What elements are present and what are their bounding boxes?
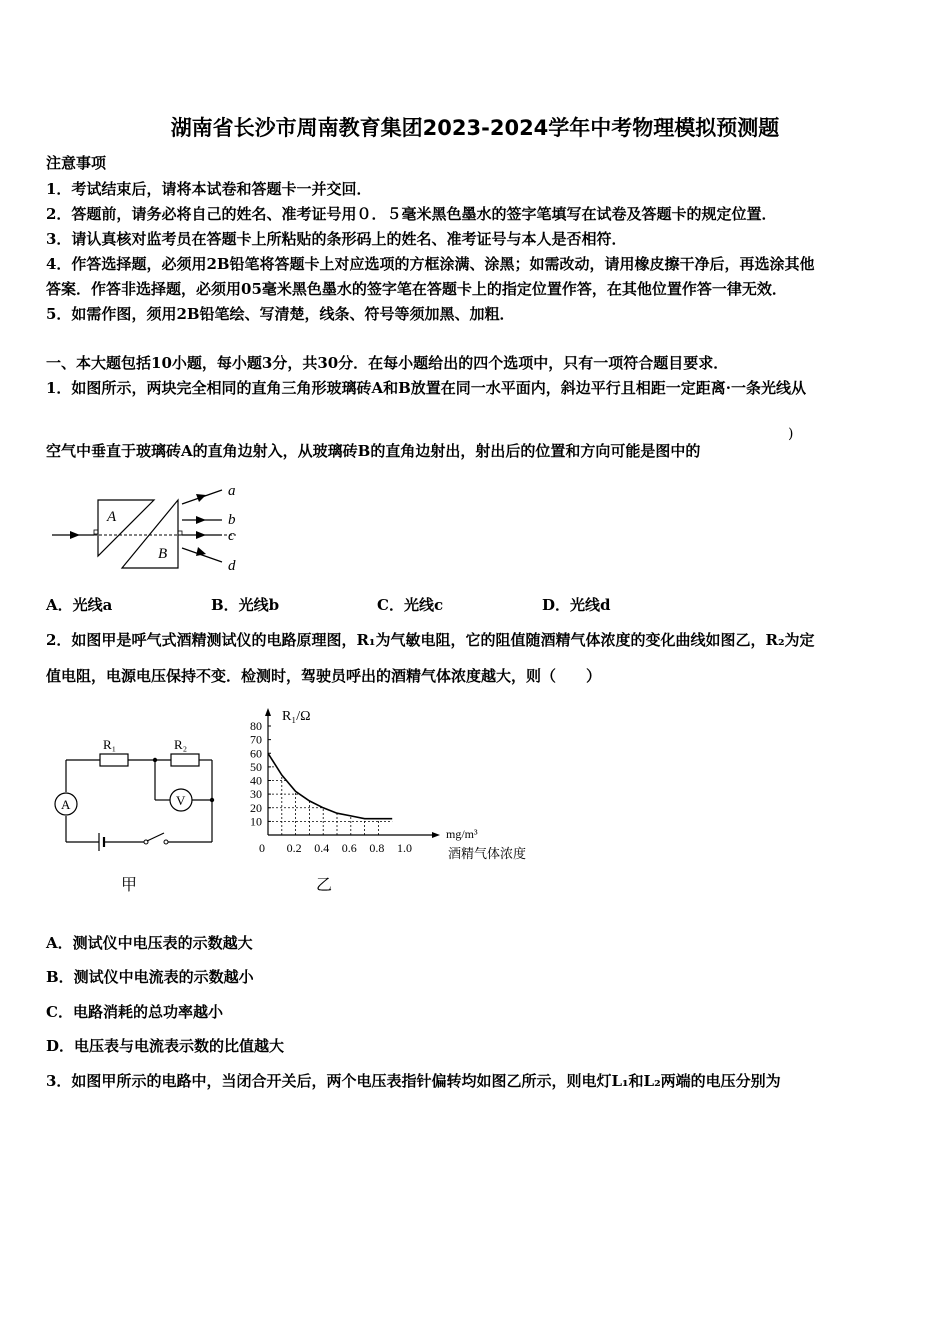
notice-heading: 注意事项 xyxy=(46,154,107,172)
y-tick-label: 50 xyxy=(250,759,262,774)
prism-b xyxy=(122,500,178,568)
label-b: b xyxy=(228,512,236,528)
resistance-curve xyxy=(268,753,392,818)
q2-option-d: D．电压表与电流表示数的比值越大 xyxy=(46,1037,285,1055)
ammeter-label: A xyxy=(61,797,71,812)
x-tick-label: 0.6 xyxy=(341,841,357,855)
origin-label: 0 xyxy=(259,841,265,855)
q1-option-c: C．光线c xyxy=(377,596,444,614)
switch xyxy=(147,833,164,841)
q1-option-a: A．光线a xyxy=(46,596,113,614)
x-tick-label: 0.2 xyxy=(286,841,302,855)
x-tick-labels xyxy=(287,841,412,855)
label-d: d xyxy=(228,558,236,574)
x-tick-label: 0.8 xyxy=(369,841,385,855)
y-axis-label: R₁/Ω xyxy=(282,709,311,724)
q1-prism-figure xyxy=(46,478,256,580)
voltmeter-label: V xyxy=(176,793,186,808)
ray-a-arrow xyxy=(196,494,206,502)
y-axis-arrow xyxy=(265,708,271,716)
q2-resistance-graph xyxy=(244,702,554,864)
prism-a-label: A xyxy=(107,509,117,525)
ray-d xyxy=(182,548,222,562)
x-tick-label: 0.4 xyxy=(314,841,330,855)
q2-option-c: C．电路消耗的总功率越小 xyxy=(46,1003,223,1021)
notice-item-4-cont: 答案．作答非选择题，必须用05毫米黑色墨水的签字笔在答题卡上的指定位置作答，在其他位置作答一律无效． xyxy=(46,280,787,298)
ray-b-arrow xyxy=(196,516,206,524)
q1-paren: ) xyxy=(788,426,794,442)
y-tick-label: 40 xyxy=(250,773,262,788)
section-heading: 一、本大题包括10小题，每小题3分，共30分．在每小题给出的四个选项中，只有一项符合题目要求． xyxy=(46,354,729,372)
notice-item-5: 5．如需作图，须用2B铅笔绘、写清楚，线条、符号等须加黑、加粗． xyxy=(46,305,515,323)
notice-item-2: 2．答题前，请务必将自己的姓名、准考证号用０．５毫米黑色墨水的签字笔填写在试卷及答题卡的规定位置． xyxy=(46,205,777,223)
q2-option-b: B．测试仪中电流表的示数越小 xyxy=(46,968,254,986)
q3-line1: 3．如图甲所示的电路中，当闭合开关后，两个电压表指针偏转均如图乙所示，则电灯L₁和L₂两端的电压分别为 xyxy=(46,1072,781,1090)
label-a: a xyxy=(228,483,236,499)
x-axis-label: 酒精气体浓度 xyxy=(448,846,527,861)
notice-item-1: 1．考试结束后，请将本试卷和答题卡一并交回． xyxy=(46,180,372,198)
q1-option-b: B．光线b xyxy=(211,596,280,614)
y-tick-label: 30 xyxy=(250,787,262,802)
q1-line1: 1．如图所示，两块完全相同的直角三角形玻璃砖A和B放置在同一水平面内，斜边平行且相距一定距离·一条光线从 xyxy=(46,379,806,397)
y-tick-label: 60 xyxy=(250,746,262,761)
y-tick-label: 80 xyxy=(250,719,262,733)
resistor-r2 xyxy=(171,754,199,766)
y-tick-label: 10 xyxy=(250,814,262,829)
r2-label: R₂ xyxy=(174,737,188,752)
q2-option-a: A．测试仪中电压表的示数越大 xyxy=(46,934,253,952)
q2-circuit-figure xyxy=(46,730,221,860)
notice-item-4: 4．作答选择题，必须用2B铅笔将答题卡上对应选项的方框涂满、涂黑；如需改动，请用橡皮擦干净后，再选涂其他 xyxy=(46,255,815,273)
label-c: c xyxy=(228,528,235,544)
resistor-r1 xyxy=(100,754,128,766)
graph-caption: 乙 xyxy=(316,877,333,894)
q1-line2: 空气中垂直于玻璃砖A的直角边射入，从玻璃砖B的直角边射出，射出后的位置和方向可能是图中的 xyxy=(46,442,701,460)
y-tick-label: 70 xyxy=(250,732,262,747)
circuit-caption: 甲 xyxy=(121,877,138,894)
ray-c-arrow xyxy=(196,531,206,539)
y-tick-label: 20 xyxy=(250,800,262,815)
r1-label: R₁ xyxy=(103,737,117,752)
q2-line1: 2．如图甲是呼气式酒精测试仪的电路原理图，R₁为气敏电阻，它的阻值随酒精气体浓度的变化曲线如图乙，R₂为定 xyxy=(46,631,815,649)
graph-grid xyxy=(268,767,392,835)
incident-arrow xyxy=(70,531,80,539)
q1-option-d: D．光线d xyxy=(542,596,611,614)
page-title: 湖南省长沙市周南教育集团2023-2024学年中考物理模拟预测题 xyxy=(170,116,780,140)
q2-line2: 值电阻，电源电压保持不变．检测时，驾驶员呼出的酒精气体浓度越大，则（ ） xyxy=(46,667,602,685)
notice-item-3: 3．请认真核对监考员在答题卡上所粘贴的条形码上的姓名、准考证号与本人是否相符． xyxy=(46,230,627,248)
prism-b-label: B xyxy=(158,546,168,562)
x-axis-unit: mg/m³ xyxy=(446,827,478,841)
x-tick-label: 1.0 xyxy=(397,841,412,855)
x-axis-arrow xyxy=(432,832,440,838)
ray-d-arrow xyxy=(196,547,206,556)
